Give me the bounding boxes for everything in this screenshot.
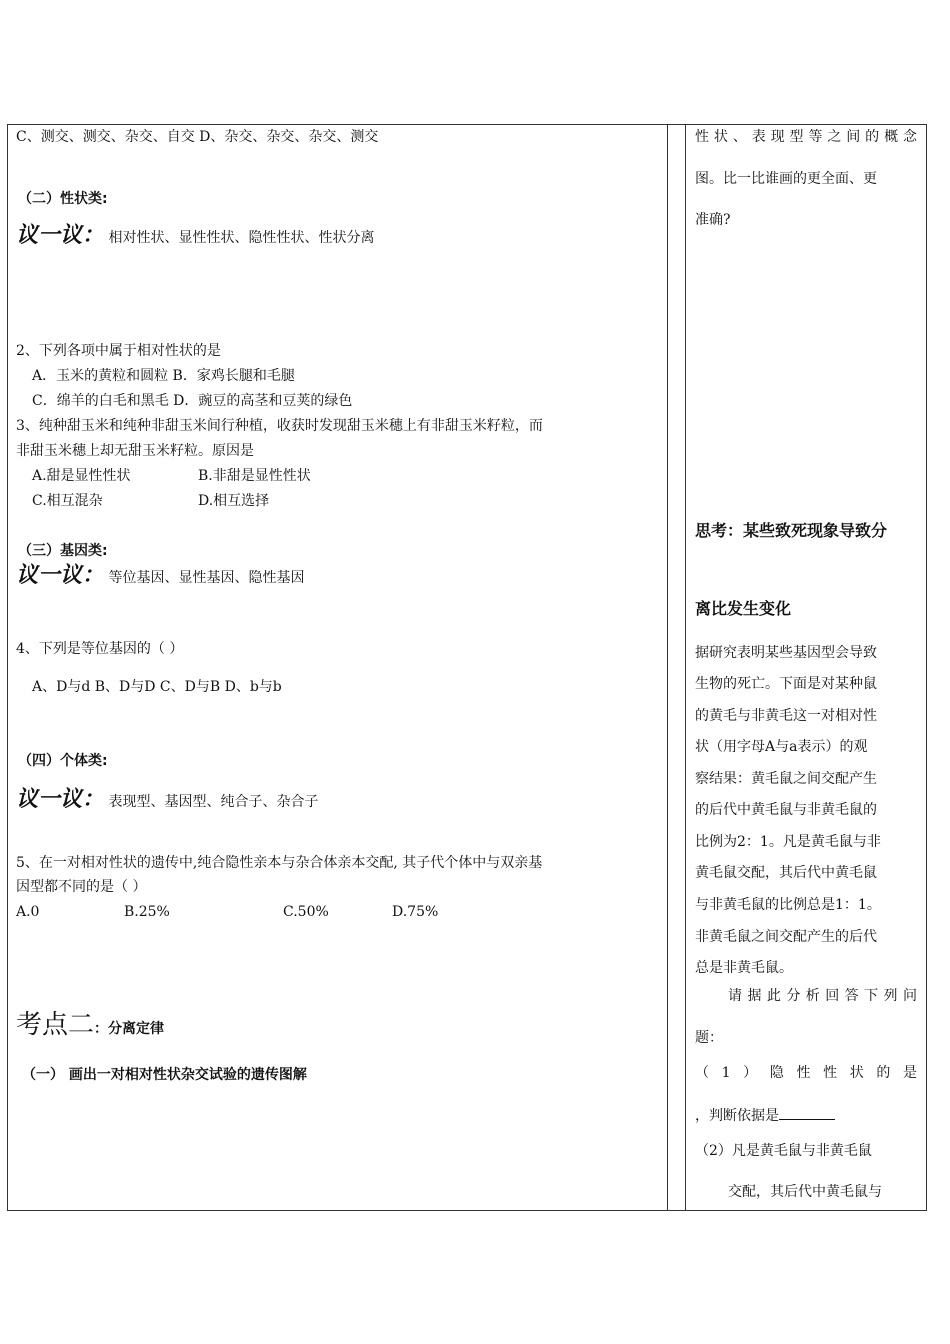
q1-options: C、测交、测交、杂交、自交 D、杂交、杂交、杂交、测交	[16, 129, 379, 145]
q2-right-line2: 交配，其后代中黄毛鼠与	[728, 1184, 882, 1200]
q5-option-a: A.0	[16, 904, 40, 920]
think-heading-line2: 离比发生变化	[695, 599, 792, 618]
section-genes-title: （三）基因类:	[18, 543, 108, 559]
q5-option-d: D.75%	[392, 904, 439, 920]
discuss-traits-text: 相对性状、显性性状、隐性性状、性状分离	[108, 230, 375, 246]
q5-line1: 5、在一对相对性状的遗传中,纯合隐性亲本与杂合体亲本交配, 其子代个体中与双亲基	[16, 855, 543, 871]
q3-option-b: B.非甜是显性性状	[198, 468, 311, 484]
q5-option-c: C.50%	[283, 904, 329, 920]
discuss-label: 议一议：	[16, 786, 105, 812]
discuss-label: 议一议：	[16, 562, 105, 588]
right-top-line1: 性状、表现型等之间的概念	[695, 129, 917, 145]
key-point-2-part1: （一） 画出一对相对性状杂交试验的遗传图解	[22, 1067, 307, 1083]
section-individual-title: （四）个体类:	[18, 753, 108, 769]
passage-line6: 的后代中黄毛鼠与非黄毛鼠的	[695, 802, 877, 818]
question-intro-line2: 题：	[695, 1030, 723, 1046]
passage-line2: 生物的死亡。下面是对某种鼠	[695, 676, 877, 692]
q1-right-basis: ，判断依据是	[695, 1108, 779, 1124]
q1-right-line2	[695, 1101, 917, 1132]
q3-option-c: C.相互混杂	[32, 493, 103, 509]
passage-line7: 比例为2：1。凡是黄毛鼠与非	[695, 834, 881, 850]
q5-option-b: B.25%	[124, 904, 170, 920]
passage-line8: 黄毛鼠交配，其后代中黄毛鼠	[695, 865, 877, 881]
passage-line9: 与非黄毛鼠的比例总是1：1。	[695, 897, 881, 913]
question-intro-line1: 请据此分析回答下列问	[728, 988, 917, 1004]
q2-stem: 2、下列各项中属于相对性状的是	[16, 343, 221, 359]
key-point-2-heading	[16, 1010, 164, 1044]
discuss-genes	[16, 562, 305, 588]
q4-stem: 4、下列是等位基因的（ ）	[16, 641, 184, 657]
q2-options-ab: A．玉米的黄粒和圆粒 B．家鸡长腿和毛腿	[32, 368, 295, 384]
q5-line2: 因型都不同的是（ ）	[16, 879, 147, 895]
passage-line4: 状（用字母A与a表示）的观	[695, 739, 868, 755]
q2-options-cd: C．绵羊的白毛和黑毛 D．豌豆的高茎和豆荚的绿色	[32, 393, 353, 409]
think-heading-line1: 思考：某些致死现象导致分	[695, 521, 888, 540]
section-traits-title: （二）性状类:	[18, 191, 108, 207]
key-point-2-sub: ：分离定律	[94, 1021, 165, 1037]
passage-line11: 总是非黄毛鼠。	[695, 960, 793, 976]
column-divider-right	[685, 125, 686, 1210]
discuss-genes-text: 等位基因、显性基因、隐性基因	[108, 570, 305, 586]
column-divider-left	[667, 125, 668, 1210]
answer-blank[interactable]	[779, 1105, 835, 1120]
q1-right-line1: （1）隐性性状的是	[695, 1065, 917, 1081]
passage-line5: 察结果：黄毛鼠之间交配产生	[695, 771, 877, 787]
right-top-line2: 图。比一比谁画的更全面、更	[695, 171, 877, 187]
discuss-individual	[16, 786, 319, 812]
passage-line3: 的黄毛与非黄毛这一对相对性	[695, 708, 877, 724]
q3-line2: 非甜玉米穗上却无甜玉米籽粒。原因是	[16, 443, 254, 459]
q3-option-d: D.相互选择	[198, 493, 270, 509]
right-top-line3: 准确?	[695, 212, 731, 228]
discuss-traits	[16, 222, 375, 248]
discuss-individual-text: 表现型、基因型、纯合子、杂合子	[108, 794, 319, 810]
q3-option-a: A.甜是显性性状	[32, 468, 131, 484]
discuss-label: 议一议：	[16, 222, 105, 248]
passage-line1: 据研究表明某些基因型会导致	[695, 645, 877, 661]
q2-right-line1: （2）凡是黄毛鼠与非黄毛鼠	[695, 1143, 872, 1159]
q4-options: A、D与d B、D与D C、D与B D、b与b	[32, 679, 282, 695]
passage-line10: 非黄毛鼠之间交配产生的后代	[695, 929, 877, 945]
q3-line1: 3、纯种甜玉米和纯种非甜玉米间行种植，收获时发现甜玉米穗上有非甜玉米籽粒，而	[16, 418, 543, 434]
key-point-2-big: 考点二	[16, 1010, 95, 1040]
